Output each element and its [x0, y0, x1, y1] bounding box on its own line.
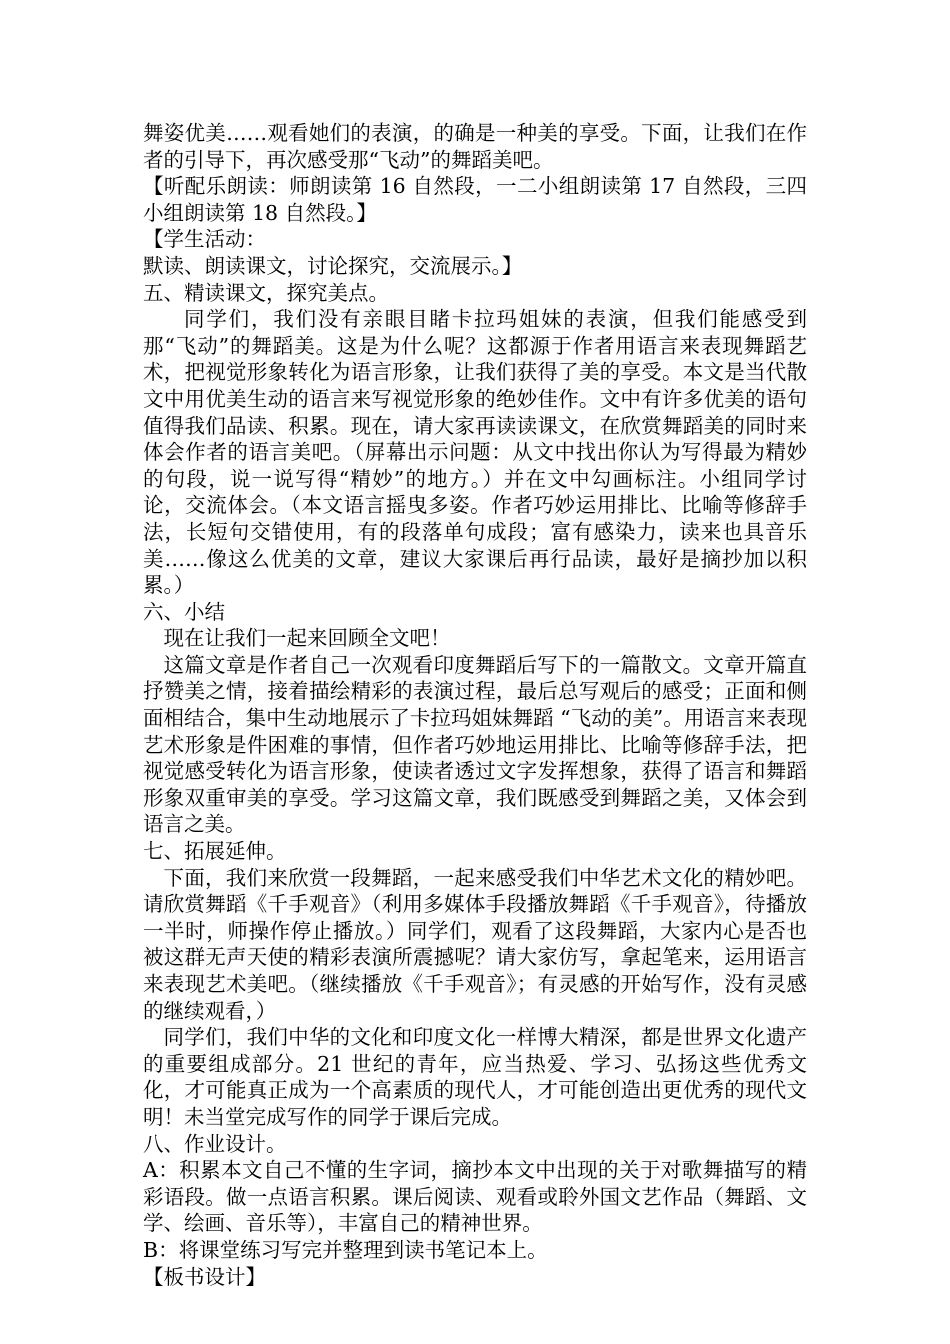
paragraph-student-activity-label: 【学生活动： [143, 227, 266, 252]
paragraph-summary: 这篇文章是作者自己一次观看印度舞蹈后写下的一篇散文。文章开篇直抒赞美之情，接着描绘精彩的表演过程，最后总写观后的感受；正面和侧面相结合，集中生动地展示了卡拉玛姐妹舞蹈 “飞动的美”。用语言来表现艺术形象是件困难的事情，但作者巧妙地运用排比、比喻等修辞手法，把视觉感受转化为语言形象，使读者透过文字发挥想象，获得了语言和舞蹈形象双重审美的享受。学习这篇文章，我们既感受到舞蹈之美，又体会到语言之美。 [143, 652, 807, 837]
document-body [143, 120, 807, 1290]
paragraph-listen-reading: 【听配乐朗读：师朗读第 16 自然段，一二小组朗读第 17 自然段，三四小组朗读第 18 自然段。】 [143, 174, 807, 225]
paragraph-review: 现在让我们一起来回顾全文吧！ [163, 626, 451, 651]
homework-a: A：积累本文自己不懂的生字词，摘抄本文中出现的关于对歌舞描写的精彩语段。做一点语言积累。课后阅读、观看或聆外国文艺作品（舞蹈、文学、绘画、音乐等），丰富自己的精神世界。 [143, 1158, 807, 1236]
section-heading-7: 七、拓展延伸。 [143, 839, 287, 864]
paragraph-student-activity: 默读、朗读课文，讨论探究，交流展示。】 [143, 253, 523, 278]
paragraph-close-reading: 同学们，我们没有亲眼目睹卡拉玛姐妹的表演，但我们能感受到那“飞动”的舞蹈美。这是为什么呢？这都源于作者用语言来表现舞蹈艺术，把视觉形象转化为语言形象，让我们获得了美的享受。本文是当代散文中用优美生动的语言来写视觉形象的绝妙佳作。文中有许多优美的语句值得我们品读、积累。现在，请大家再读读课文，在欣赏舞蹈美的同时来体会作者的语言美吧。（屏幕出示问题：从文中找出你认为写得最为精妙的句段，说一说写得“精妙”的地方。）并在文中勾画标注。小组同学讨论，交流体会。（本文语言摇曳多姿。作者巧妙运用排比、比喻等修辞手法，长短句交错使用，有的段落单句成段；富有感染力，读来也具音乐美……像这么优美的文章，建议大家课后再行品读，最好是摘抄加以积累。） [143, 307, 807, 598]
homework-b: B：将课堂练习写完并整理到读书笔记本上。 [143, 1237, 548, 1262]
paragraph-extension: 下面，我们来欣赏一段舞蹈，一起来感受我们中华艺术文化的精妙吧。请欣赏舞蹈《千手观音》（利用多媒体手段播放舞蹈《千手观音》，待播放一半时，师操作停止播放。）同学们，观看了这段舞蹈，大家内心是否也被这群无声天使的精彩表演所震撼呢？请大家仿写，拿起笔来，运用语言来表现艺术美吧。（继续播放《千手观音》；有灵感的开始写作，没有灵感的继续观看，） [143, 865, 807, 1023]
paragraph-intro: 舞姿优美……观看她们的表演，的确是一种美的享受。下面，让我们在作者的引导下，再次感受那“飞动”的舞蹈美吧。 [143, 121, 807, 172]
section-heading-8: 八、作业设计。 [143, 1131, 287, 1156]
blackboard-design-heading: 【板书设计】 [143, 1264, 266, 1289]
section-heading-5: 五、精读课文，探究美点。 [143, 280, 389, 305]
paragraph-culture: 同学们，我们中华的文化和印度文化一样博大精深，都是世界文化遗产的重要组成部分。21 世纪的青年，应当热爱、学习、弘扬这些优秀文化，才可能真正成为一个高素质的现代人，才可能创造出更优秀的现代文明！未当堂完成写作的同学于课后完成。 [143, 1025, 807, 1129]
section-heading-6: 六、小结 [143, 599, 225, 624]
